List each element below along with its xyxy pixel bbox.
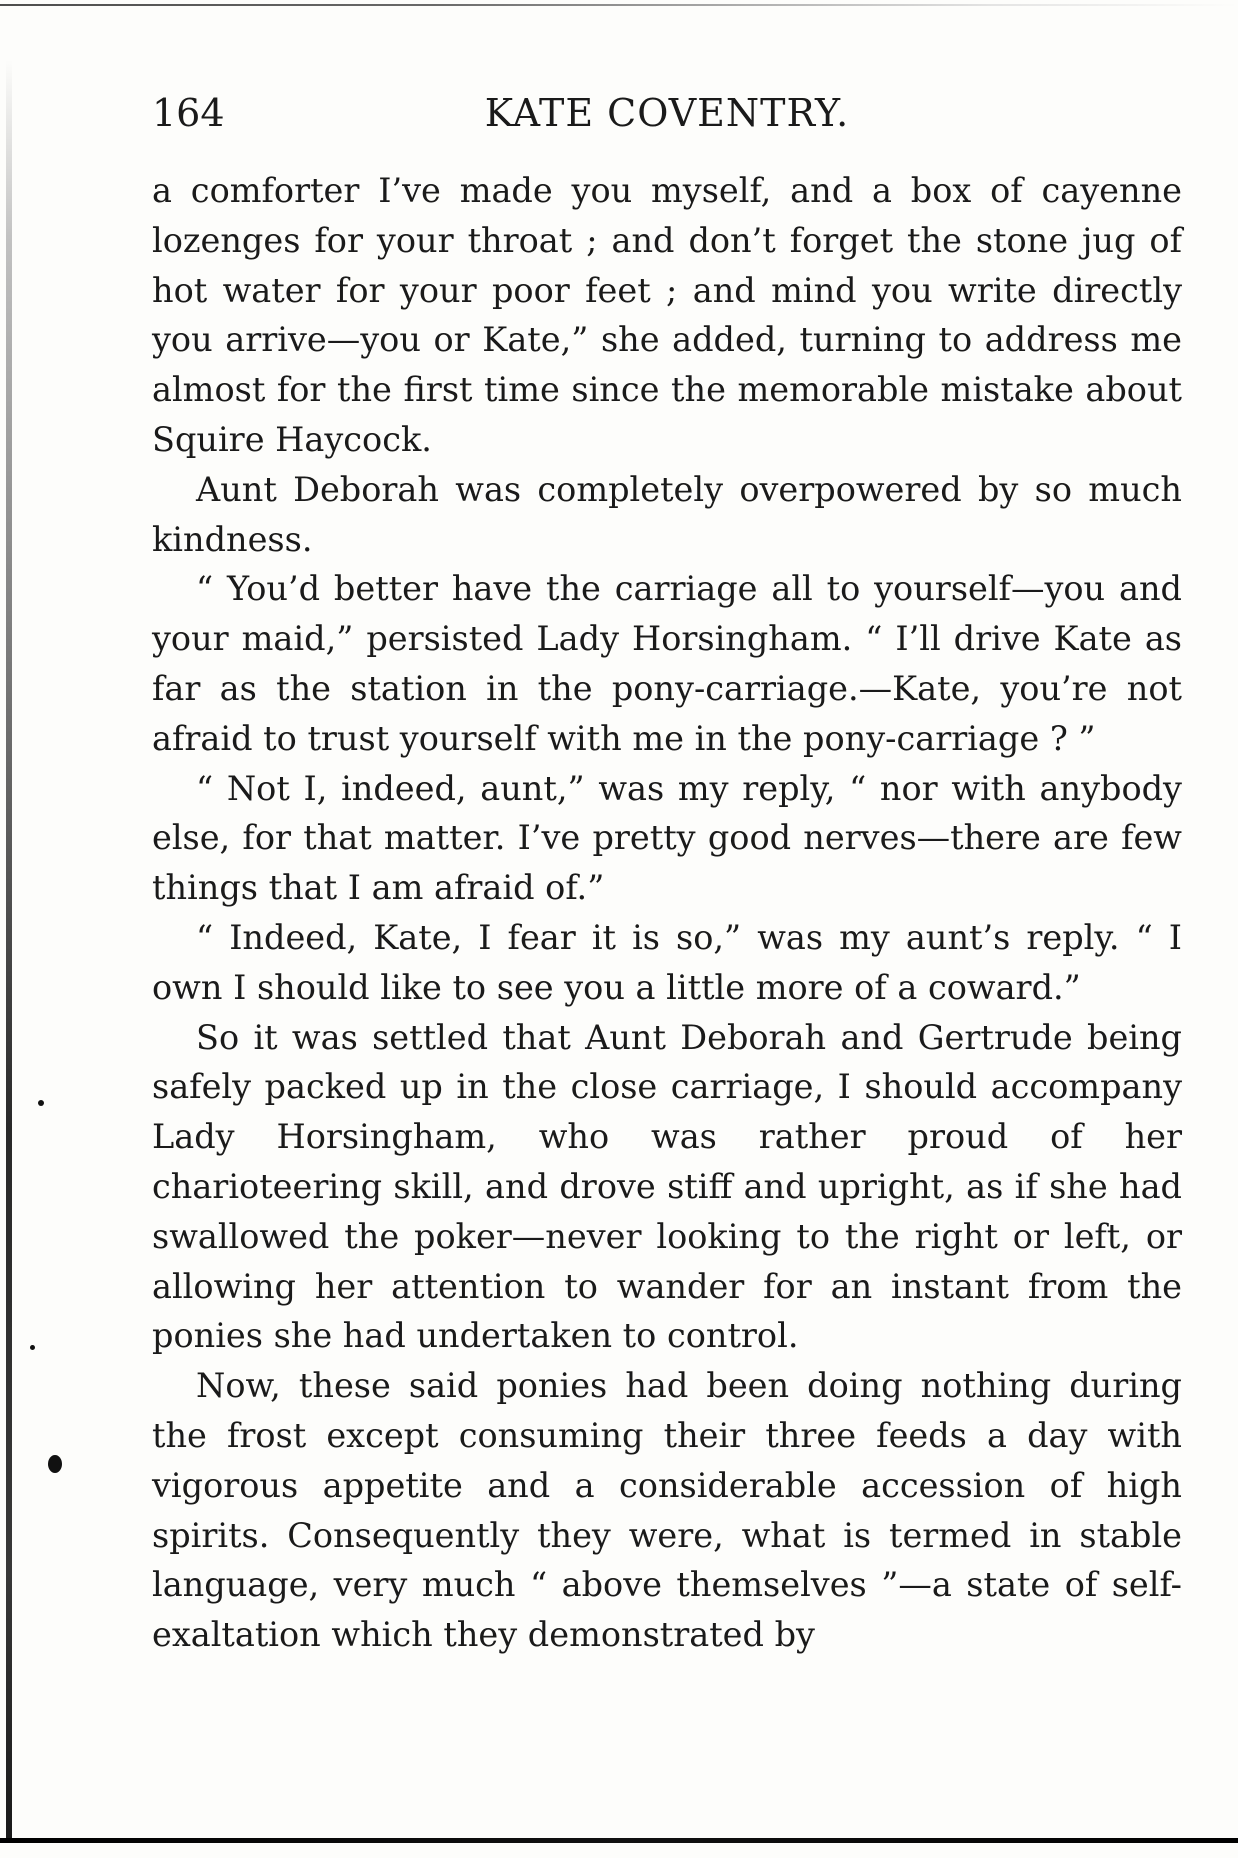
scan-left-edge — [6, 60, 12, 1840]
scan-top-edge — [0, 4, 1238, 6]
running-title: KATE COVENTRY. — [484, 91, 850, 135]
ink-spot — [30, 1345, 35, 1350]
ink-spot — [38, 1100, 44, 1106]
paragraph: Aunt Deborah was completely overpowered by so much kindness. — [152, 469, 1182, 559]
paragraph: “ Indeed, Kate, I fear it is so,” was my aunt’s reply. “ I own I should like to see you a little more of a coward.” — [152, 917, 1182, 1007]
paragraph: a comforter I’ve made you myself, and a box of cayenne lozenges for your throat ; and don’t forget the stone jug of hot water for your poor feet ; and mind you write directly you arrive—you or Kate,” she added, turning to address me almost for the first time since the memorable mistake about Squire Haycock. — [152, 171, 1182, 459]
paragraph: So it was settled that Aunt Deborah and Gertrude being safely packed up in the close carriage, I should accompany Lady Horsingham, who was rather proud of her charioteering skill, and drove stiff and upright, as if she had swallowed the poker—never looking to the right or left, or allowing her attention to wander for an instant from the ponies she had undertaken to control. — [152, 1017, 1182, 1356]
page-header — [152, 90, 1182, 136]
scan-bottom-edge — [0, 1838, 1238, 1843]
page-number: 164 — [152, 91, 225, 135]
paragraph: “ You’d better have the carriage all to yourself—you and your maid,” persisted Lady Horsingham. “ I’ll drive Kate as far as the station in the pony-carriage.—Kate, you’re not afraid to trust yourself with me in the pony-carriage ? ” — [152, 569, 1182, 758]
ink-spot — [48, 1455, 62, 1473]
body-text — [152, 166, 1182, 1660]
paragraph: “ Not I, indeed, aunt,” was my reply, “ nor with anybody else, for that matter. I’ve pretty good nerves—there are few things that I am afraid of.” — [152, 768, 1182, 908]
paragraph: Now, these said ponies had been doing nothing during the frost except consuming their three feeds a day with vigorous appetite and a considerable accession of high spirits. Consequently they were, what is termed in stable language, very much “ above themselves ”—a state of self-exaltation which they demonstrated by — [152, 1366, 1182, 1655]
